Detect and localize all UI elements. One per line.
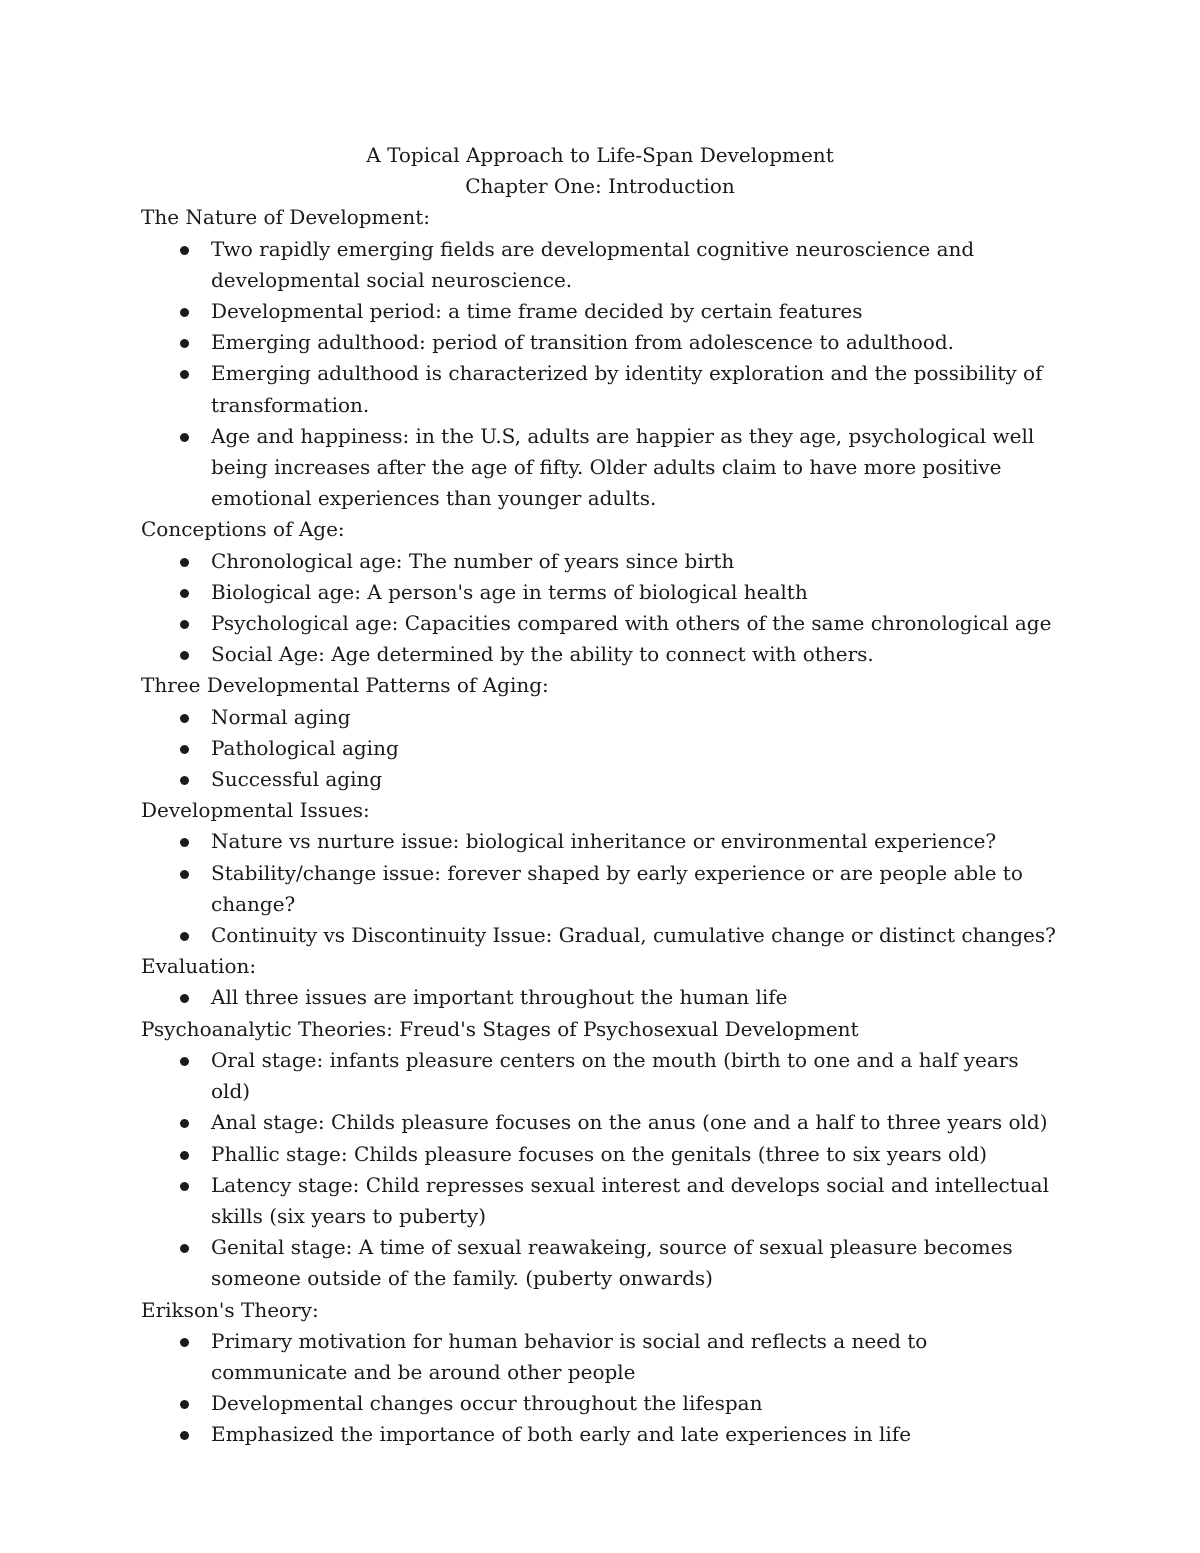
bullet-icon — [180, 1057, 189, 1066]
section-heading: Psychoanalytic Theories: Freud's Stages of Psychosexual Development — [141, 1016, 859, 1041]
section-psychoanalytic-theories — [141, 1014, 1059, 1295]
bullet-list — [141, 702, 1059, 796]
bullet-list — [141, 826, 1059, 951]
bullet-list — [141, 1045, 1059, 1295]
bullet-icon — [180, 651, 189, 660]
list-item — [211, 702, 1059, 733]
section-heading: Three Developmental Patterns of Aging: — [141, 673, 549, 698]
list-item — [211, 982, 1059, 1013]
bullet-icon — [180, 870, 189, 879]
section-evaluation — [141, 951, 1059, 1013]
document-title: A Topical Approach to Life-Span Development — [366, 143, 834, 167]
list-item-text: Successful aging — [211, 767, 383, 792]
section-heading: Developmental Issues: — [141, 798, 370, 823]
bullet-icon — [180, 589, 189, 598]
bullet-icon — [180, 308, 189, 317]
bullet-icon — [180, 339, 189, 348]
list-item-text: Developmental changes occur throughout the lifespan — [211, 1391, 763, 1416]
list-item-text: Emphasized the importance of both early and late experiences in life — [211, 1422, 912, 1447]
section-heading: The Nature of Development: — [141, 205, 431, 230]
list-item — [211, 358, 1059, 420]
bullet-icon — [180, 1338, 189, 1347]
list-item-text: Emerging adulthood: period of transition from adolescence to adulthood. — [211, 330, 954, 355]
list-item — [211, 608, 1059, 639]
list-item — [211, 1388, 1059, 1419]
list-item-text: Social Age: Age determined by the ability to connect with others. — [211, 642, 874, 667]
list-item — [211, 1232, 1059, 1294]
bullet-icon — [180, 1244, 189, 1253]
list-item-text: Two rapidly emerging fields are developmental cognitive neuroscience and developmental social neuroscience. — [211, 236, 975, 292]
list-item — [211, 234, 1059, 296]
list-item-text: Nature vs nurture issue: biological inheritance or environmental experience? — [211, 829, 997, 854]
list-item-text: Chronological age: The number of years since birth — [211, 548, 735, 573]
list-item — [211, 858, 1059, 920]
list-item-text: Age and happiness: in the U.S, adults are happier as they age, psychological well being increases after the age of fifty. Older adults claim to have more positive emotional experiences than younger adults. — [211, 423, 1035, 511]
section-eriksons-theory — [141, 1295, 1059, 1451]
bullet-icon — [180, 776, 189, 785]
bullet-icon — [180, 1119, 189, 1128]
bullet-icon — [180, 932, 189, 941]
bullet-list — [141, 546, 1059, 671]
document-subtitle: Chapter One: Introduction — [465, 174, 735, 199]
bullet-icon — [180, 620, 189, 629]
bullet-icon — [180, 838, 189, 847]
list-item-text: Developmental period: a time frame decided by certain features — [211, 299, 863, 324]
list-item — [211, 1045, 1059, 1107]
bullet-icon — [180, 994, 189, 1003]
list-item — [211, 1107, 1059, 1138]
section-heading: Conceptions of Age: — [141, 517, 345, 542]
list-item — [211, 639, 1059, 670]
list-item-text: Continuity vs Discontinuity Issue: Gradual, cumulative change or distinct changes? — [211, 923, 1056, 948]
bullet-list — [141, 982, 1059, 1013]
bullet-icon — [180, 1151, 189, 1160]
list-item — [211, 1326, 1059, 1388]
list-item-text: Stability/change issue: forever shaped by early experience or are people able to change? — [211, 860, 1023, 916]
section-heading: Evaluation: — [141, 954, 257, 979]
list-item-text: Normal aging — [211, 704, 351, 729]
bullet-icon — [180, 1182, 189, 1191]
list-item-text: Genital stage: A time of sexual reawakeing, source of sexual pleasure becomes someone outside of the family. (puberty onwards) — [211, 1235, 1013, 1291]
bullet-list — [141, 1326, 1059, 1451]
list-item — [211, 764, 1059, 795]
bullet-icon — [180, 1431, 189, 1440]
bullet-icon — [180, 745, 189, 754]
list-item-text: Anal stage: Childs pleasure focuses on the anus (one and a half to three years old) — [211, 1110, 1048, 1135]
section-conceptions-of-age — [141, 514, 1059, 670]
bullet-icon — [180, 246, 189, 255]
document-body — [141, 202, 1059, 1450]
title-block — [141, 140, 1059, 202]
list-item — [211, 1139, 1059, 1170]
list-item — [211, 1170, 1059, 1232]
list-item-text: Biological age: A person's age in terms of biological health — [211, 579, 808, 604]
list-item — [211, 577, 1059, 608]
list-item — [211, 327, 1059, 358]
list-item-text: Phallic stage: Childs pleasure focuses on the genitals (three to six years old) — [211, 1141, 988, 1166]
list-item — [211, 296, 1059, 327]
list-item-text: Primary motivation for human behavior is social and reflects a need to communicate and be around other people — [211, 1328, 928, 1384]
list-item-text: Emerging adulthood is characterized by identity exploration and the possibility of transformation. — [211, 361, 1043, 417]
bullet-icon — [180, 370, 189, 379]
section-patterns-of-aging — [141, 670, 1059, 795]
bullet-list — [141, 234, 1059, 515]
list-item — [211, 421, 1059, 515]
section-nature-of-development — [141, 202, 1059, 514]
bullet-icon — [180, 433, 189, 442]
section-developmental-issues — [141, 795, 1059, 951]
list-item-text: Latency stage: Child represses sexual interest and develops social and intellectual skills (six years to puberty) — [211, 1172, 1049, 1228]
bullet-icon — [180, 1400, 189, 1409]
section-heading: Erikson's Theory: — [141, 1297, 319, 1322]
bullet-icon — [180, 714, 189, 723]
list-item — [211, 826, 1059, 857]
list-item-text: Oral stage: infants pleasure centers on the mouth (birth to one and a half years old) — [211, 1047, 1019, 1104]
list-item-text: Pathological aging — [211, 735, 399, 760]
list-item-text: Psychological age: Capacities compared with others of the same chronological age — [211, 611, 1052, 636]
list-item — [211, 733, 1059, 764]
list-item — [211, 920, 1059, 951]
bullet-icon — [180, 558, 189, 567]
list-item — [211, 1419, 1059, 1450]
list-item — [211, 546, 1059, 577]
list-item-text: All three issues are important throughout the human life — [211, 985, 788, 1010]
